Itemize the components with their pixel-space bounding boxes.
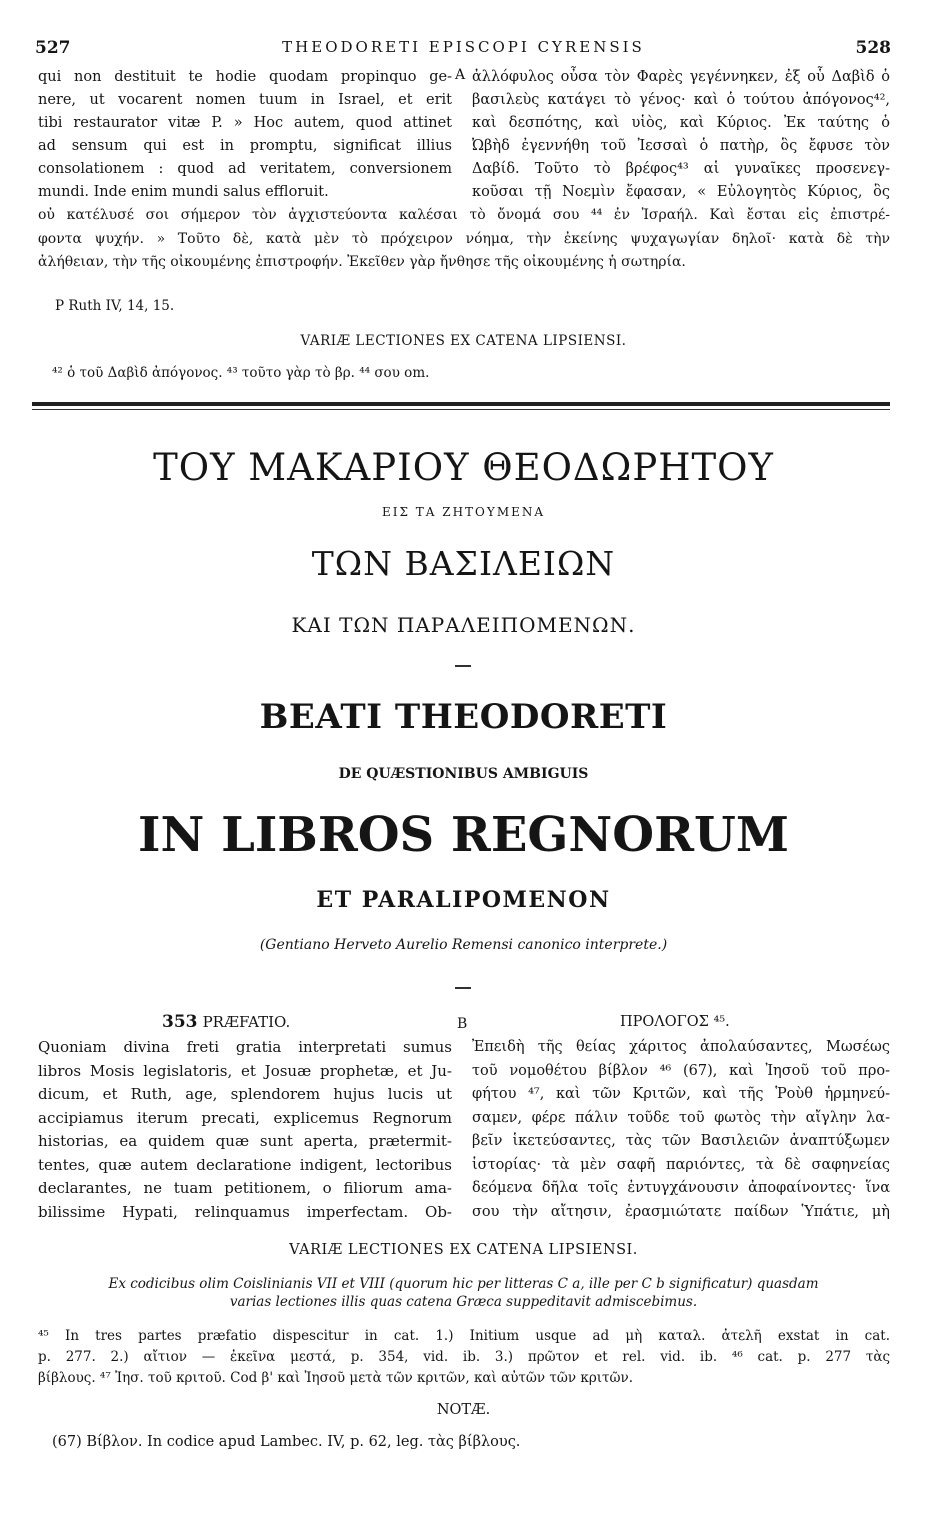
title-dash xyxy=(455,987,471,989)
notae-heading: NOTÆ. xyxy=(436,1402,491,1418)
top-greek-column xyxy=(472,66,890,204)
variae-line-top: ⁴² ὁ τοῦ Δαβὶδ ἀπόγονος. ⁴³ τοῦτο γὰρ τὸ βρ. ⁴⁴ σου om. xyxy=(52,365,430,381)
text-line: ἱστορίας· τὰ μὲν σαφῆ παριόντες, τὰ δὲ σαφηνείας xyxy=(472,1156,890,1173)
text-line: ἀλήθειαν, τὴν τῆς οἰκουμένης ἐπιστροφήν. Ἐκεῖθεν γὰρ ἤνθησε τῆς οἰκουμένης ἡ σωτηρία. xyxy=(38,254,686,270)
text-line: accipiamus iterum precati, explicemus Regnorum xyxy=(38,1108,452,1127)
text-line: libros Mosis legislatoris, et Josuæ prophetæ, et Ju- xyxy=(38,1061,452,1080)
text-line: tibi restaurator vitæ P. » Hoc autem, quod attinet xyxy=(38,115,452,131)
text-line: φήτου ⁴⁷, καὶ τῶν Κριτῶν, καὶ τῆς Ῥοὺθ ἡρμηνεύ- xyxy=(472,1086,890,1102)
text-line: Ἐπειδὴ τῆς θείας χάριτος ἀπολαύσαντες, Μωσέως xyxy=(472,1039,890,1055)
text-line: tentes, quæ autem declaratione indigent, lectoribus xyxy=(38,1155,452,1174)
text-line: δεόμενα δῆλα τοῖς ἐντυγχάνουσιν ἀποφαίνοντες· ἵνα xyxy=(472,1180,890,1196)
variae-heading-top: VARIÆ LECTIONES EX CATENA LIPSIENSI. xyxy=(300,333,627,349)
text-line: varias lectiones illis quas catena Græca suppeditavit admiscebimus. xyxy=(229,1294,698,1310)
text-line: σου τὴν αἴτησιν, ἐρασμιώτατε παίδων Ὑπάτιε, μὴ xyxy=(472,1203,890,1220)
preface-greek-column xyxy=(472,1036,890,1224)
text-line: ad sensum qui est in promptu, significat illius xyxy=(38,138,452,154)
text-line: σαμεν, φέρε πάλιν τοῦδε τοῦ φωτὸς τὴν αἴγλην λα- xyxy=(472,1109,890,1126)
text-line: dicum, et Ruth, age, splendorem hujus lucis ut xyxy=(38,1085,452,1103)
text-line: mundi. Inde enim mundi salus effloruit. xyxy=(38,184,329,200)
text-line: consolationem : quod ad veritatem, conversionem xyxy=(38,161,452,177)
text-line: qui non destituit te hodie quodam propinquo ge- xyxy=(38,69,452,85)
top-latin-column xyxy=(38,66,452,204)
text-line: ἀλλόφυλος οὖσα τὸν Φαρὲς γεγέννηκεν, ἐξ οὗ Δαβὶδ ὁ xyxy=(472,69,890,85)
running-title: THEODORETI EPISCOPI CYRENSIS xyxy=(282,38,645,56)
text-line: historias, ea quidem quæ sunt aperta, prætermit- xyxy=(38,1132,452,1150)
separator-rule xyxy=(32,402,890,406)
margin-letter-a: A xyxy=(455,67,466,83)
latin-subtitle: DE QUÆSTIONIBUS AMBIGUIS xyxy=(338,766,589,782)
text-line: φοντα ψυχήν. » Τοῦτο δὲ, κατὰ μὲν τὸ πρόχειρον νόημα, τὴν ἐκείνης ψυχαγωγίαν δηλοῖ· κατὰ δὲ τὴν xyxy=(38,230,890,247)
text-line: βίβλους. ⁴⁷ Ἰησ. τοῦ κριτοῦ. Cod β' καὶ Ἰησοῦ μετὰ τῶν κριτῶν, καὶ αὐτῶν τῶν κριτῶν. xyxy=(38,1370,634,1386)
latin-preface-heading xyxy=(162,1012,290,1032)
text-line: κοῦσαι τῇ Νοεμὶν ἔφασαν, « Εὐλογητὸς Κύριος, ὃς xyxy=(472,184,890,200)
notae-line: (67) Βίβλον. In codice apud Lambec. IV, p. 62, leg. τὰς βίβλους. xyxy=(52,1434,521,1450)
variae-heading-bottom: VARIÆ LECTIONES EX CATENA LIPSIENSI. xyxy=(289,1242,638,1258)
latin-books-title-2: ET PARALIPOMENON xyxy=(316,887,611,913)
latin-books-title: IN LIBROS REGNORUM xyxy=(138,807,789,863)
text-line: τοῦ νομοθέτου βίβλον ⁴⁶ (67), καὶ Ἰησοῦ τοῦ προ- xyxy=(472,1062,890,1079)
greek-books-title: ΤΩΝ ΒΑΣΙΛΕΙΩΝ xyxy=(311,544,616,583)
text-line: Δαβίδ. Τοῦτο τὸ βρέφος⁴³ αἱ γυναῖκες προσενεγ- xyxy=(472,161,890,177)
text-line: bilissime Hypati, relinquamus imperfectam. Ob- xyxy=(38,1202,452,1221)
text-line: ⁴⁵ In tres partes præfatio dispescitur in cat. 1.) Initium usque ad μὴ καταλ. ἀτελῆ exstat in cat. xyxy=(38,1328,890,1344)
top-full-width-text xyxy=(38,204,890,275)
margin-letter-b: B xyxy=(457,1016,468,1032)
text-line: nere, ut vocarent nomen tuum in Israel, et erit xyxy=(38,92,452,108)
preface-title: PRÆFATIO. xyxy=(202,1013,291,1031)
text-line: οὐ κατέλυσέ σοι σήμερον τὸν ἀγχιστεύοντα καλέσαι τὸ ὄνομά σου ⁴⁴ ἐν Ἰσραήλ. Καὶ ἔσται εἰς ἐπιστρέ- xyxy=(38,207,890,223)
variae-note xyxy=(0,1275,927,1311)
text-line: καὶ δεσπότης, καὶ υἱὸς, καὶ Κύριος. Ἐκ ταύτης ὁ xyxy=(472,115,890,131)
greek-subtitle: ΕΙΣ ΤΑ ΖΗΤΟΥΜΕΝΑ xyxy=(381,505,546,519)
text-line: declarantes, ne tuam petitionem, o filiorum ama- xyxy=(38,1179,452,1197)
greek-books-title-2: ΚΑΙ ΤΩΝ ΠΑΡΑΛΕΙΠΟΜΕΝΩΝ. xyxy=(291,613,636,637)
text-line: Ex codicibus olim Coislinianis VII et VIII (quorum hic per litteras C a, ille per C b significatur) quasdam xyxy=(108,1276,819,1292)
preface-latin-column xyxy=(38,1036,452,1224)
variae-entries xyxy=(38,1326,890,1389)
separator-rule-thin xyxy=(32,409,890,410)
footnote-ruth: P Ruth IV, 14, 15. xyxy=(55,298,175,314)
text-line: Ὠβὴδ ἐγεννήθη τοῦ Ἰεσσαὶ ὁ πατὴρ, ὃς ἔφυσε τὸν xyxy=(472,138,890,154)
text-line: p. 277. 2.) αἴτιον — ἐκεῖνα μεστά, p. 354, vid. ib. 3.) πρῶτον et rel. vid. ib. ⁴⁶ cat. p. 277 τὰς xyxy=(38,1349,890,1365)
latin-main-title: BEATI THEODORETI xyxy=(259,697,668,737)
section-number: 353 xyxy=(162,1012,198,1032)
translator-line: (Gentiano Herveto Aurelio Remensi canonico interprete.) xyxy=(259,937,668,953)
page-number-left: 527 xyxy=(35,38,71,58)
page-number-right: 528 xyxy=(855,38,891,58)
greek-preface-heading: ΠΡΟΛΟΓΟΣ ⁴⁵. xyxy=(620,1014,730,1030)
text-line: Quoniam divina freti gratia interpretati sumus xyxy=(38,1038,452,1056)
text-line: βεῖν ἱκετεύσαντες, τὰς τῶν Βασιλειῶν ἀναπτύξωμεν xyxy=(472,1133,890,1149)
title-dash xyxy=(455,665,471,667)
greek-main-title: ΤΟΥ ΜΑΚΑΡΙΟΥ ΘΕΟΔΩΡΗΤΟΥ xyxy=(153,446,774,489)
text-line: βασιλεὺς κατάγει τὸ γένος· καὶ ὁ τούτου ἀπόγονος⁴², xyxy=(472,92,890,108)
